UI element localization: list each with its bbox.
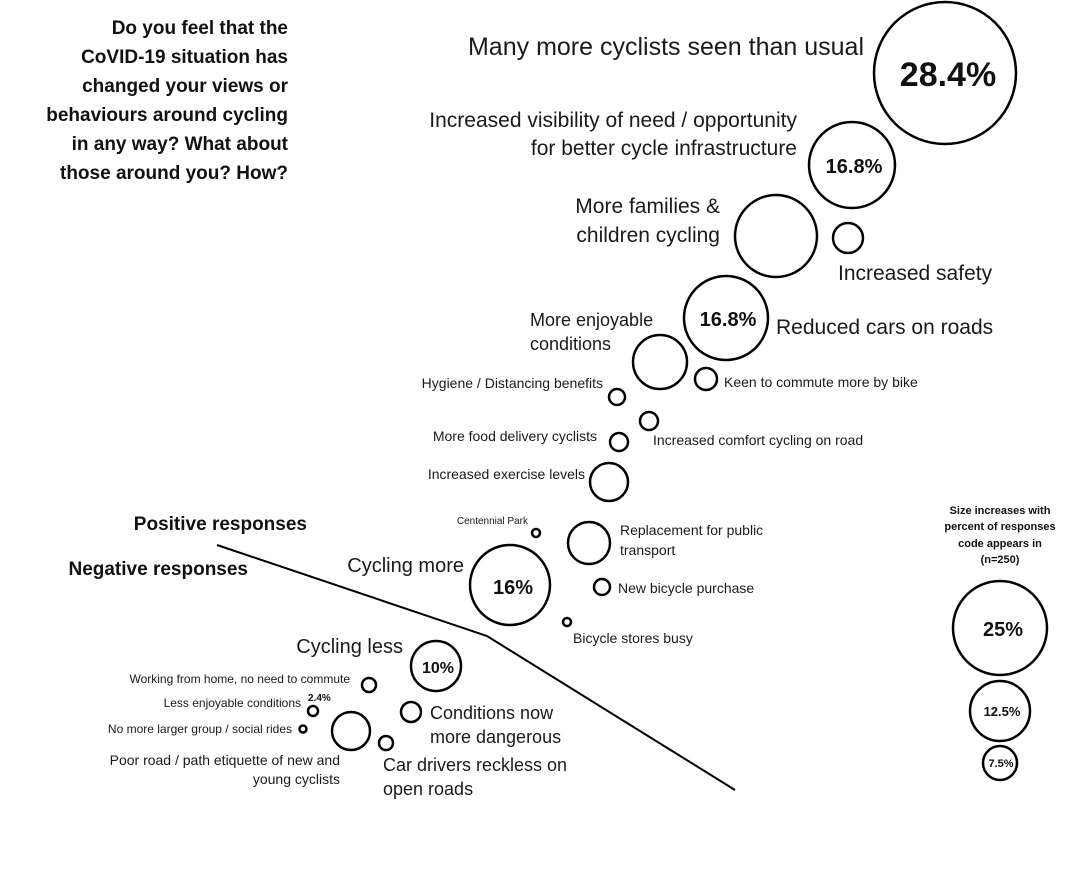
bubble-group-rides (300, 726, 307, 733)
question-block (46, 18, 288, 184)
legend-size-medium: 12.5% (983, 704, 1021, 719)
question-line: those around you? How? (60, 163, 288, 184)
bubble-hygiene (609, 389, 625, 405)
label-many-more-cyclists: Many more cyclists seen than usual (467, 33, 864, 61)
negative-responses-label: Negative responses (68, 559, 248, 580)
label-hygiene: Hygiene / Distancing benefits (421, 375, 603, 391)
label-drivers-reckless: open roads (383, 779, 474, 799)
bubble-exercise-levels (590, 463, 628, 501)
legend-size-small: 7.5% (988, 758, 1014, 770)
positive-bubbles (347, 2, 1016, 646)
question-line: CoVID-19 situation has (81, 47, 288, 68)
bubble-food-delivery (610, 433, 628, 451)
label-poor-etiquette: Poor road / path etiquette of new and (109, 752, 340, 768)
pct-less-enjoyable: 2.4% (308, 693, 331, 704)
label-enjoyable-conditions: conditions (530, 334, 612, 354)
bubble-comfort-road (640, 412, 658, 430)
label-conditions-dangerous: more dangerous (430, 727, 562, 747)
label-conditions-dangerous: Conditions now (430, 703, 554, 723)
bubble-poor-etiquette (332, 712, 370, 750)
label-public-transport: Replacement for public (620, 522, 764, 538)
bubble-bicycle-stores (563, 618, 571, 626)
bubble-working-from-home (362, 678, 376, 692)
label-drivers-reckless: Car drivers reckless on (383, 755, 568, 775)
bubble-centennial-park (532, 529, 540, 537)
legend-title-line: (n=250) (980, 554, 1020, 566)
size-legend (944, 505, 1055, 780)
bubble-families-children (735, 195, 817, 277)
label-working-from-home: Working from home, no need to commute (129, 672, 350, 686)
label-group-rides: No more larger group / social rides (107, 722, 292, 736)
legend-size-large: 25% (982, 619, 1024, 641)
question-line: behaviours around cycling (46, 105, 288, 126)
bubble-public-transport (568, 522, 610, 564)
label-families-children: children cycling (576, 224, 720, 247)
label-families-children: More families & (575, 195, 720, 218)
legend-title-line: percent of responses (944, 521, 1056, 533)
label-enjoyable-conditions: More enjoyable (530, 310, 654, 330)
bubble-pct-reduced-cars: 16.8% (699, 309, 757, 331)
question-line: changed your views or (82, 76, 288, 97)
label-increased-safety: Increased safety (838, 262, 993, 285)
bubble-new-bicycle (594, 579, 610, 595)
bubble-increased-safety (833, 223, 863, 253)
label-cycling-less: Cycling less (296, 636, 403, 658)
legend-title-line: code appears in (958, 538, 1042, 550)
label-food-delivery: More food delivery cyclists (432, 428, 597, 444)
bubble-conditions-dangerous (401, 702, 421, 722)
negative-bubbles (108, 636, 567, 799)
label-bicycle-stores: Bicycle stores busy (573, 630, 693, 646)
bubble-keen-commute (695, 368, 717, 390)
label-exercise-levels: Increased exercise levels (427, 466, 585, 482)
label-reduced-cars: Reduced cars on roads (776, 316, 994, 339)
bubble-pct-visibility-infrastructure: 16.8% (825, 156, 883, 178)
question-line: in any way? What about (71, 134, 288, 155)
label-less-enjoyable: Less enjoyable conditions (163, 696, 301, 710)
bubble-less-enjoyable (308, 706, 318, 716)
bubble-drivers-reckless (379, 736, 393, 750)
legend-title-line: Size increases with (949, 505, 1051, 517)
label-poor-etiquette: young cyclists (252, 771, 340, 787)
label-keen-commute: Keen to commute more by bike (724, 374, 918, 390)
label-comfort-road: Increased comfort cycling on road (653, 432, 864, 448)
label-visibility-infrastructure: for better cycle infrastructure (530, 137, 797, 160)
label-cycling-more: Cycling more (347, 555, 464, 577)
bubble-pct-cycling-less: 10% (421, 660, 455, 677)
bubble-pct-cycling-more: 16% (492, 577, 534, 599)
label-public-transport: transport (620, 542, 676, 558)
label-new-bicycle: New bicycle purchase (618, 580, 755, 596)
positive-responses-label: Positive responses (133, 514, 307, 535)
bubble-enjoyable-conditions (633, 335, 687, 389)
bubble-pct-many-more-cyclists: 28.4% (899, 56, 997, 94)
label-visibility-infrastructure: Increased visibility of need / opportunity (429, 109, 797, 132)
question-line: Do you feel that the (111, 18, 288, 39)
label-centennial-park: Centennial Park (456, 516, 528, 527)
